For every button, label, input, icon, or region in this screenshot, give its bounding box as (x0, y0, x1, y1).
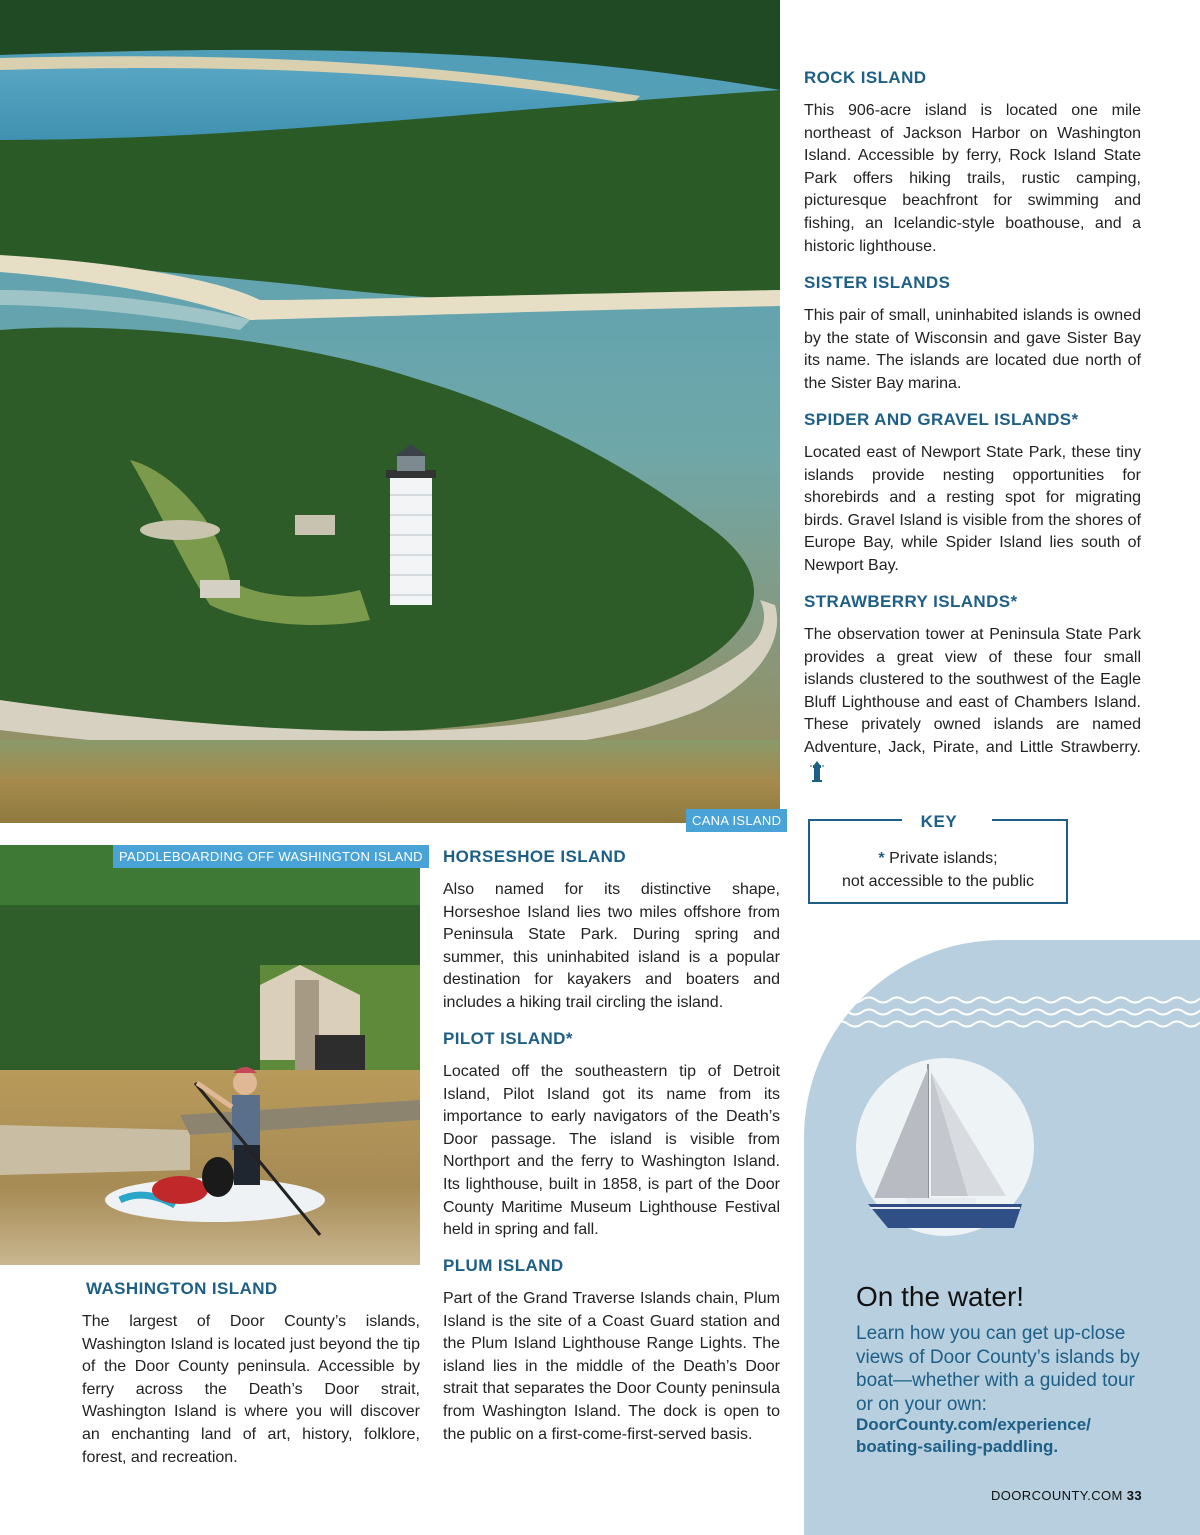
promo-title: On the water! (856, 1281, 1025, 1312)
spider-gravel-text: Located east of Newport State Park, these tiny islands provide nesting opportunities for shorebirds and a resting spot for migrating birds. Gravel Island is visible from the shores of Europe Bay, while Spider Island lies south of Newport Bay. (804, 444, 1141, 574)
page-footer (960, 1488, 1142, 1503)
pilot-island-section (443, 1029, 780, 1242)
key-border-left (808, 819, 902, 821)
horseshoe-heading: HORSESHOE ISLAND (443, 847, 627, 866)
cana-island-illustration (0, 0, 780, 823)
plum-island-section (443, 1256, 780, 1446)
key-line-2: not accessible to the public (841, 872, 1035, 890)
paddleboard-illustration (0, 845, 420, 1265)
promo-link[interactable] (856, 1414, 1156, 1458)
sailboat-icon (856, 1058, 1034, 1236)
spider-gravel-heading: SPIDER AND GRAVEL ISLANDS* (804, 410, 1079, 429)
sister-islands-text: This pair of small, uninhabited islands is owned by the state of Wisconsin and gave Sister Bay its name. The islands are located due north of the Sister Bay marina. (804, 307, 1141, 392)
strawberry-section (804, 592, 1141, 789)
spider-gravel-section (804, 410, 1141, 578)
footer-site: DOORCOUNTY.COM (990, 1488, 1123, 1503)
plum-island-heading: PLUM ISLAND (443, 1256, 564, 1275)
rock-island-heading: ROCK ISLAND (804, 68, 927, 87)
key-text (810, 848, 1066, 893)
rock-island-text: This 906-acre island is located one mile northeast of Jackson Harbor on Washington Island. Accessible by ferry, Rock Island State Park offers hiking trails, rustic camping, picturesque beachfront for swimming and fishing, an Icelandic-style boathouse, and a historic lighthouse. (804, 102, 1141, 255)
paddleboarding-caption: PADDLEBOARDING OFF WASHINGTON ISLAND (113, 845, 429, 868)
sister-islands-section (804, 273, 1141, 395)
washington-island-section (82, 1279, 420, 1469)
horseshoe-section (443, 847, 780, 1015)
lighthouse-end-icon (810, 760, 824, 790)
promo-link-line-1[interactable]: DoorCounty.com/experience/ (856, 1415, 1091, 1434)
horseshoe-text: Also named for its distinctive shape, Horseshoe Island lies two miles offshore from Peninsula State Park. During spring and summer, this uninhabited island is a popular destination for kayakers and boaters and includes a hiking trail circling the island. (443, 881, 780, 1011)
strawberry-text (804, 624, 1141, 789)
washington-island-heading: WASHINGTON ISLAND (86, 1279, 278, 1298)
strawberry-heading: STRAWBERRY ISLANDS* (804, 592, 1018, 611)
pilot-island-heading: PILOT ISLAND* (443, 1029, 573, 1048)
promo-link-line-2[interactable]: boating-sailing-paddling. (856, 1437, 1059, 1456)
rock-island-section (804, 68, 1141, 258)
pilot-island-text: Located off the southeastern tip of Detroit Island, Pilot Island got its name from its importance to early navigators of the Death’s Door passage. The island is visible from Northport and the ferry to Washington Island. Its lighthouse, built in 1858, is part of the Door County Maritime Museum Lighthouse Festival held in spring and fall. (443, 1063, 780, 1239)
lighthouse-end-glyph (810, 760, 824, 782)
cana-island-caption: CANA ISLAND (686, 809, 787, 832)
key-asterisk: * (878, 850, 885, 867)
plum-island-text: Part of the Grand Traverse Islands chain, Plum Island is the site of a Coast Guard station and the Plum Island Lighthouse Range Lights. The island lies in the middle of the Death’s Door strait that separates the Door County peninsula from Washington Island. The dock is open to the public on a first-come-first-served basis. (443, 1290, 780, 1443)
key-border-right (992, 819, 1068, 821)
strawberry-body: The observation tower at Peninsula State Park provides a great view of these four small islands clustered to the southwest of the Eagle Bluff Lighthouse and east of Chambers Island. These privately owned islands are named Adventure, Jack, Pirate, and Little Strawberry. (804, 626, 1141, 756)
key-title: KEY (920, 812, 958, 831)
page-number: 33 (1126, 1488, 1142, 1503)
promo-body: Learn how you can get up-close views of Door County’s islands by boat—whether with a guided tour or on your own: (856, 1323, 1140, 1415)
cana-island-photo (0, 0, 780, 823)
washington-island-text: The largest of Door County’s islands, Washington Island is located just beyond the tip of the Door County peninsula. Accessible by ferry across the Death’s Door strait, Washington Island is where you will discover an enchanting land of art, history, folklore, forest, and recreation. (82, 1313, 420, 1466)
paddleboard-photo (0, 845, 420, 1265)
key-line-1: Private islands; (889, 850, 998, 867)
wave-decoration-icon (806, 996, 1200, 1032)
sister-islands-heading: SISTER ISLANDS (804, 273, 951, 292)
